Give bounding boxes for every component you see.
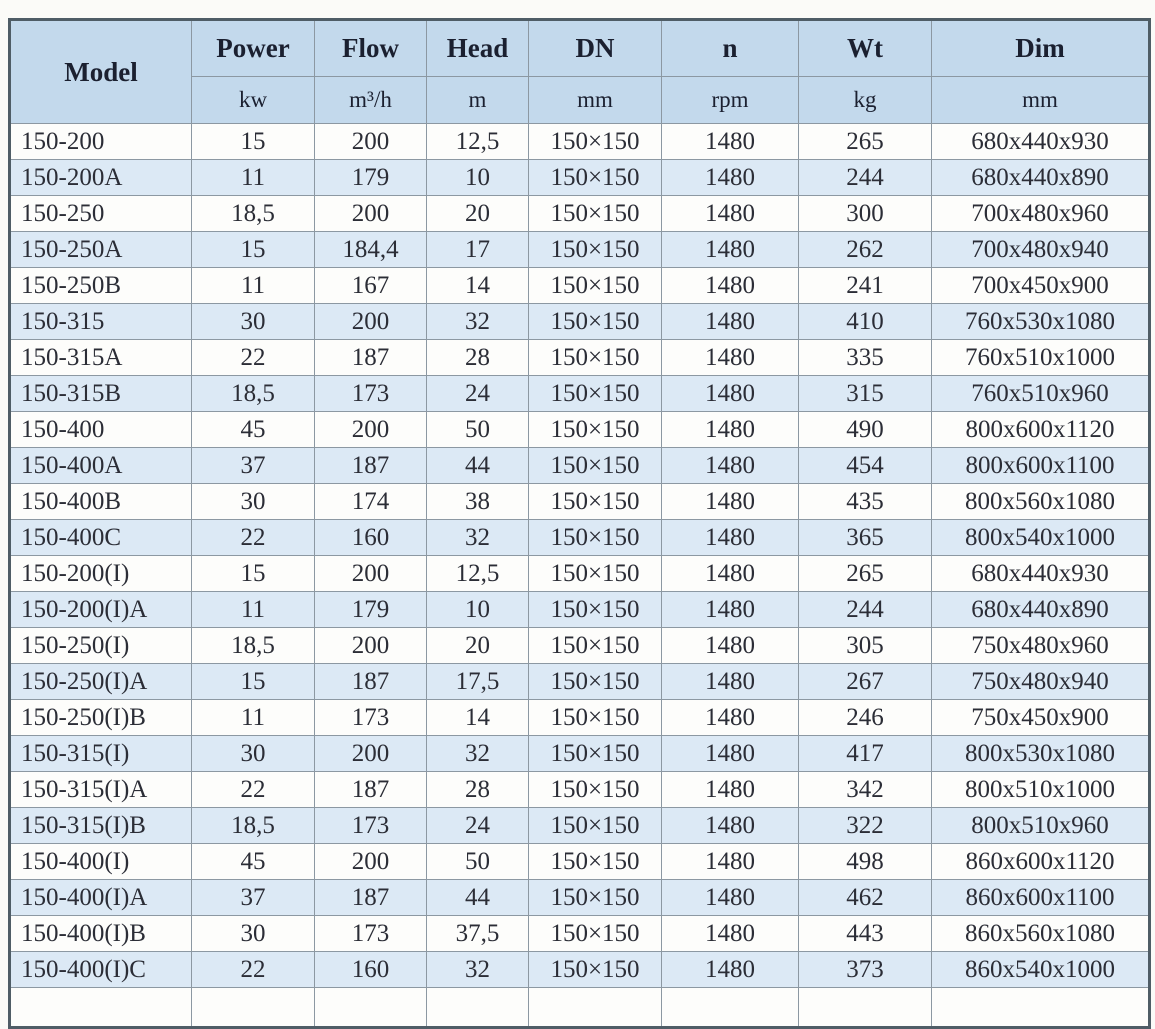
- cell-head: 14: [427, 268, 529, 304]
- cell-empty: [315, 988, 427, 1028]
- cell-wt: 244: [799, 592, 932, 628]
- column-header-flow: Flow: [315, 20, 427, 77]
- cell-flow: 200: [315, 844, 427, 880]
- cell-wt: 246: [799, 700, 932, 736]
- cell-dim: 860x560x1080: [932, 916, 1150, 952]
- pump-spec-table: [8, 18, 1151, 1029]
- cell-power: 11: [192, 700, 315, 736]
- cell-power: 22: [192, 772, 315, 808]
- cell-power: 11: [192, 160, 315, 196]
- cell-power: 15: [192, 124, 315, 160]
- cell-wt: 322: [799, 808, 932, 844]
- cell-model: 150-200A: [10, 160, 192, 196]
- cell-power: 18,5: [192, 196, 315, 232]
- cell-n: 1480: [662, 808, 799, 844]
- cell-dn: 150×150: [529, 700, 662, 736]
- column-header-model: Model: [10, 20, 192, 124]
- table-row: [10, 736, 1150, 772]
- unit-n: rpm: [662, 77, 799, 124]
- cell-wt: 435: [799, 484, 932, 520]
- cell-head: 50: [427, 844, 529, 880]
- cell-power: 22: [192, 952, 315, 988]
- column-header-dim: Dim: [932, 20, 1150, 77]
- table-row: [10, 160, 1150, 196]
- cell-flow: 200: [315, 556, 427, 592]
- cell-n: 1480: [662, 160, 799, 196]
- unit-flow: m³/h: [315, 77, 427, 124]
- pump-spec-table-container: [8, 18, 1148, 1029]
- cell-power: 30: [192, 484, 315, 520]
- cell-head: 44: [427, 880, 529, 916]
- cell-dn: 150×150: [529, 376, 662, 412]
- cell-wt: 262: [799, 232, 932, 268]
- cell-n: 1480: [662, 556, 799, 592]
- cell-n: 1480: [662, 484, 799, 520]
- table-row: [10, 340, 1150, 376]
- cell-dn: 150×150: [529, 772, 662, 808]
- cell-dim: 750x450x900: [932, 700, 1150, 736]
- cell-n: 1480: [662, 952, 799, 988]
- cell-dn: 150×150: [529, 340, 662, 376]
- cell-head: 32: [427, 952, 529, 988]
- cell-flow: 160: [315, 952, 427, 988]
- cell-wt: 265: [799, 556, 932, 592]
- cell-n: 1480: [662, 772, 799, 808]
- cell-dim: 860x600x1100: [932, 880, 1150, 916]
- cell-dn: 150×150: [529, 160, 662, 196]
- cell-dn: 150×150: [529, 736, 662, 772]
- cell-head: 10: [427, 592, 529, 628]
- cell-dn: 150×150: [529, 628, 662, 664]
- cell-empty: [427, 988, 529, 1028]
- cell-empty: [529, 988, 662, 1028]
- cell-dn: 150×150: [529, 808, 662, 844]
- column-header-head: Head: [427, 20, 529, 77]
- cell-head: 10: [427, 160, 529, 196]
- cell-flow: 200: [315, 628, 427, 664]
- cell-n: 1480: [662, 844, 799, 880]
- cell-power: 37: [192, 448, 315, 484]
- cell-dim: 750x480x960: [932, 628, 1150, 664]
- cell-wt: 462: [799, 880, 932, 916]
- cell-wt: 410: [799, 304, 932, 340]
- table-row: [10, 484, 1150, 520]
- cell-flow: 200: [315, 124, 427, 160]
- cell-dim: 800x560x1080: [932, 484, 1150, 520]
- cell-power: 45: [192, 844, 315, 880]
- cell-dn: 150×150: [529, 448, 662, 484]
- cell-power: 18,5: [192, 808, 315, 844]
- cell-dn: 150×150: [529, 304, 662, 340]
- table-row: [10, 952, 1150, 988]
- cell-n: 1480: [662, 196, 799, 232]
- cell-power: 30: [192, 736, 315, 772]
- cell-n: 1480: [662, 268, 799, 304]
- cell-n: 1480: [662, 376, 799, 412]
- cell-dn: 150×150: [529, 664, 662, 700]
- cell-model: 150-315(I)A: [10, 772, 192, 808]
- cell-flow: 200: [315, 304, 427, 340]
- cell-flow: 187: [315, 448, 427, 484]
- cell-n: 1480: [662, 304, 799, 340]
- cell-dn: 150×150: [529, 412, 662, 448]
- table-row: [10, 520, 1150, 556]
- unit-power: kw: [192, 77, 315, 124]
- cell-flow: 173: [315, 376, 427, 412]
- cell-head: 32: [427, 736, 529, 772]
- cell-model: 150-250A: [10, 232, 192, 268]
- table-row: [10, 412, 1150, 448]
- table-row: [10, 664, 1150, 700]
- cell-head: 32: [427, 520, 529, 556]
- cell-model: 150-200(I)A: [10, 592, 192, 628]
- cell-head: 32: [427, 304, 529, 340]
- cell-dim: 700x450x900: [932, 268, 1150, 304]
- cell-dim: 860x540x1000: [932, 952, 1150, 988]
- table-row: [10, 376, 1150, 412]
- cell-power: 15: [192, 232, 315, 268]
- cell-dim: 700x480x940: [932, 232, 1150, 268]
- cell-flow: 200: [315, 196, 427, 232]
- table-row: [10, 268, 1150, 304]
- cell-n: 1480: [662, 340, 799, 376]
- cell-model: 150-315B: [10, 376, 192, 412]
- cell-flow: 160: [315, 520, 427, 556]
- cell-dim: 760x530x1080: [932, 304, 1150, 340]
- unit-dn: mm: [529, 77, 662, 124]
- unit-wt: kg: [799, 77, 932, 124]
- cell-dim: 800x530x1080: [932, 736, 1150, 772]
- cell-dn: 150×150: [529, 592, 662, 628]
- cell-dn: 150×150: [529, 268, 662, 304]
- cell-dim: 800x600x1100: [932, 448, 1150, 484]
- cell-model: 150-400: [10, 412, 192, 448]
- cell-dim: 700x480x960: [932, 196, 1150, 232]
- cell-flow: 179: [315, 592, 427, 628]
- cell-wt: 443: [799, 916, 932, 952]
- cell-dim: 800x510x1000: [932, 772, 1150, 808]
- cell-head: 24: [427, 808, 529, 844]
- cell-dim: 680x440x930: [932, 556, 1150, 592]
- table-row: [10, 592, 1150, 628]
- cell-head: 20: [427, 196, 529, 232]
- cell-dim: 800x600x1120: [932, 412, 1150, 448]
- table-row: [10, 232, 1150, 268]
- cell-wt: 267: [799, 664, 932, 700]
- cell-dn: 150×150: [529, 556, 662, 592]
- cell-flow: 187: [315, 880, 427, 916]
- cell-power: 18,5: [192, 628, 315, 664]
- cell-n: 1480: [662, 628, 799, 664]
- cell-wt: 265: [799, 124, 932, 160]
- cell-dn: 150×150: [529, 880, 662, 916]
- cell-empty: [799, 988, 932, 1028]
- cell-empty: [192, 988, 315, 1028]
- cell-model: 150-315(I)B: [10, 808, 192, 844]
- cell-head: 17: [427, 232, 529, 268]
- cell-dim: 680x440x930: [932, 124, 1150, 160]
- cell-wt: 315: [799, 376, 932, 412]
- cell-dim: 750x480x940: [932, 664, 1150, 700]
- cell-model: 150-400(I)B: [10, 916, 192, 952]
- cell-n: 1480: [662, 736, 799, 772]
- table-row-partial: [10, 988, 1150, 1028]
- cell-n: 1480: [662, 592, 799, 628]
- cell-n: 1480: [662, 124, 799, 160]
- cell-head: 12,5: [427, 556, 529, 592]
- cell-head: 50: [427, 412, 529, 448]
- cell-model: 150-200(I): [10, 556, 192, 592]
- cell-wt: 417: [799, 736, 932, 772]
- cell-wt: 300: [799, 196, 932, 232]
- table-row: [10, 844, 1150, 880]
- cell-wt: 241: [799, 268, 932, 304]
- table-row: [10, 304, 1150, 340]
- cell-model: 150-250(I): [10, 628, 192, 664]
- cell-model: 150-400A: [10, 448, 192, 484]
- cell-n: 1480: [662, 448, 799, 484]
- cell-head: 37,5: [427, 916, 529, 952]
- cell-flow: 173: [315, 916, 427, 952]
- table-row: [10, 124, 1150, 160]
- table-row: [10, 808, 1150, 844]
- cell-dim: 800x540x1000: [932, 520, 1150, 556]
- cell-power: 45: [192, 412, 315, 448]
- cell-n: 1480: [662, 520, 799, 556]
- table-row: [10, 772, 1150, 808]
- cell-dim: 860x600x1120: [932, 844, 1150, 880]
- unit-dim: mm: [932, 77, 1150, 124]
- cell-model: 150-315A: [10, 340, 192, 376]
- cell-power: 18,5: [192, 376, 315, 412]
- cell-flow: 187: [315, 772, 427, 808]
- table-row: [10, 448, 1150, 484]
- cell-model: 150-250: [10, 196, 192, 232]
- cell-dn: 150×150: [529, 196, 662, 232]
- cell-flow: 187: [315, 340, 427, 376]
- cell-empty: [662, 988, 799, 1028]
- column-header-power: Power: [192, 20, 315, 77]
- cell-flow: 173: [315, 700, 427, 736]
- cell-n: 1480: [662, 664, 799, 700]
- cell-power: 30: [192, 304, 315, 340]
- cell-head: 28: [427, 772, 529, 808]
- cell-dn: 150×150: [529, 232, 662, 268]
- cell-power: 15: [192, 556, 315, 592]
- cell-head: 20: [427, 628, 529, 664]
- cell-power: 15: [192, 664, 315, 700]
- cell-model: 150-315: [10, 304, 192, 340]
- cell-power: 30: [192, 916, 315, 952]
- cell-model: 150-250B: [10, 268, 192, 304]
- cell-head: 28: [427, 340, 529, 376]
- cell-flow: 174: [315, 484, 427, 520]
- cell-wt: 365: [799, 520, 932, 556]
- table-row: [10, 700, 1150, 736]
- cell-model: 150-315(I): [10, 736, 192, 772]
- cell-flow: 167: [315, 268, 427, 304]
- cell-head: 38: [427, 484, 529, 520]
- cell-power: 22: [192, 520, 315, 556]
- cell-model: 150-400(I)C: [10, 952, 192, 988]
- cell-flow: 200: [315, 412, 427, 448]
- cell-flow: 200: [315, 736, 427, 772]
- cell-model: 150-250(I)B: [10, 700, 192, 736]
- cell-model: 150-200: [10, 124, 192, 160]
- cell-flow: 187: [315, 664, 427, 700]
- cell-dim: 760x510x960: [932, 376, 1150, 412]
- cell-wt: 373: [799, 952, 932, 988]
- cell-head: 44: [427, 448, 529, 484]
- cell-wt: 335: [799, 340, 932, 376]
- cell-empty: [932, 988, 1150, 1028]
- cell-wt: 498: [799, 844, 932, 880]
- cell-n: 1480: [662, 880, 799, 916]
- cell-dim: 760x510x1000: [932, 340, 1150, 376]
- cell-n: 1480: [662, 412, 799, 448]
- cell-wt: 342: [799, 772, 932, 808]
- cell-model: 150-250(I)A: [10, 664, 192, 700]
- column-header-dn: DN: [529, 20, 662, 77]
- cell-empty: [10, 988, 192, 1028]
- cell-wt: 490: [799, 412, 932, 448]
- column-header-n: n: [662, 20, 799, 77]
- cell-dn: 150×150: [529, 844, 662, 880]
- cell-wt: 305: [799, 628, 932, 664]
- table-row: [10, 196, 1150, 232]
- cell-model: 150-400(I): [10, 844, 192, 880]
- cell-n: 1480: [662, 232, 799, 268]
- cell-model: 150-400C: [10, 520, 192, 556]
- column-header-wt: Wt: [799, 20, 932, 77]
- cell-wt: 244: [799, 160, 932, 196]
- table-body: [10, 124, 1150, 1028]
- cell-dim: 680x440x890: [932, 592, 1150, 628]
- unit-head: m: [427, 77, 529, 124]
- cell-dn: 150×150: [529, 124, 662, 160]
- cell-wt: 454: [799, 448, 932, 484]
- cell-head: 24: [427, 376, 529, 412]
- cell-power: 11: [192, 592, 315, 628]
- cell-n: 1480: [662, 700, 799, 736]
- header-names-row: [10, 20, 1150, 77]
- cell-flow: 173: [315, 808, 427, 844]
- cell-n: 1480: [662, 916, 799, 952]
- table-header: [10, 20, 1150, 124]
- table-row: [10, 880, 1150, 916]
- table-row: [10, 628, 1150, 664]
- cell-flow: 179: [315, 160, 427, 196]
- cell-head: 14: [427, 700, 529, 736]
- cell-head: 17,5: [427, 664, 529, 700]
- cell-dn: 150×150: [529, 484, 662, 520]
- cell-flow: 184,4: [315, 232, 427, 268]
- cell-power: 37: [192, 880, 315, 916]
- cell-head: 12,5: [427, 124, 529, 160]
- cell-dim: 680x440x890: [932, 160, 1150, 196]
- table-row: [10, 556, 1150, 592]
- cell-dn: 150×150: [529, 520, 662, 556]
- cell-dn: 150×150: [529, 916, 662, 952]
- cell-power: 11: [192, 268, 315, 304]
- cell-dn: 150×150: [529, 952, 662, 988]
- cell-model: 150-400B: [10, 484, 192, 520]
- cell-model: 150-400(I)A: [10, 880, 192, 916]
- table-row: [10, 916, 1150, 952]
- cell-dim: 800x510x960: [932, 808, 1150, 844]
- cell-power: 22: [192, 340, 315, 376]
